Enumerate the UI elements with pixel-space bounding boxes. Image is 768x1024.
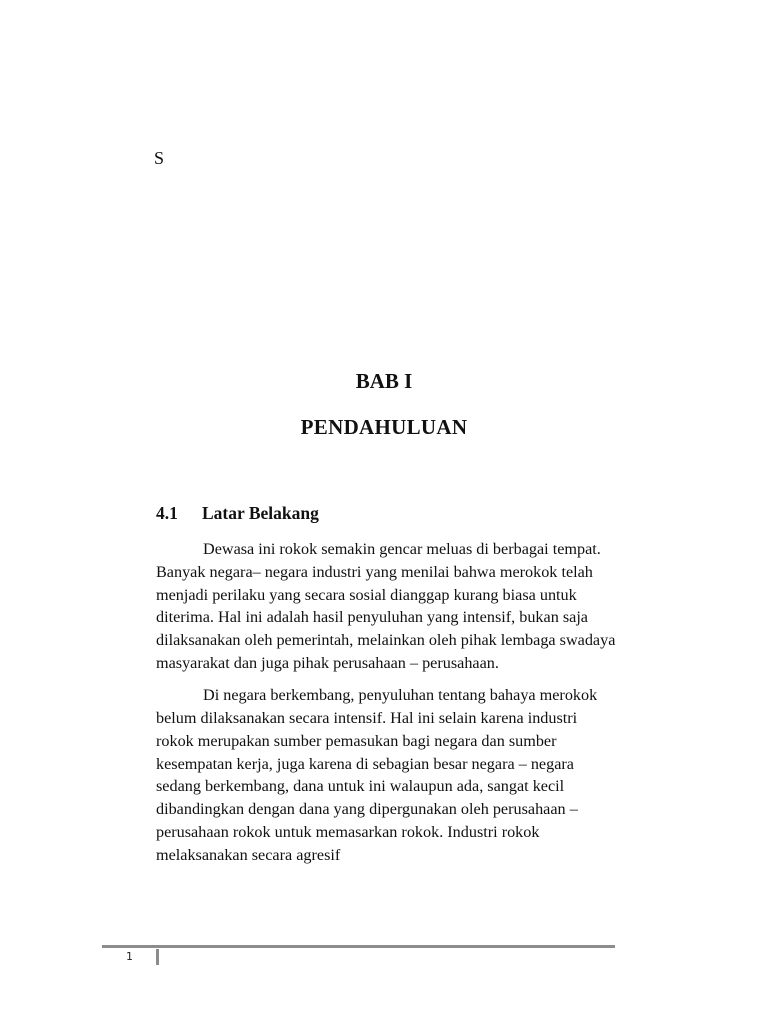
stray-letter: S	[154, 148, 165, 168]
footer-rule	[102, 945, 615, 948]
page-number: 1	[126, 950, 133, 963]
paragraph: Dewasa ini rokok semakin gencar meluas di berbagai tempat. Banyak negara– negara industri yang menilai bahwa merokok telah menjadi perilaku yang secara sosial dianggap kurang biasa untuk diterima. Hal ini adalah hasil penyuluhan yang intensif, bukan saja dilaksanakan oleh pemerintah, melainkan oleh pihak lembaga swadaya masyarakat dan juga pihak perusahaan – perusahaan.	[156, 540, 616, 672]
chapter-number: BAB I	[355, 369, 413, 393]
paragraph: Di negara berkembang, penyuluhan tentang bahaya merokok belum dilaksanakan secara intensif. Hal ini selain karena industri rokok merupakan sumber pemasukan bagi negara dan sumber kesempatan kerja, juga karena di sebagian besar negara – negara sedang berkembang, dana untuk ini walaupun ada, sangat kecil dibandingkan dengan dana yang dipergunakan oleh perusahaan – perusahaan rokok untuk memasarkan rokok. Industri rokok melaksanakan secara agresif	[156, 686, 598, 864]
section-title: Latar Belakang	[202, 503, 319, 523]
chapter-title: PENDAHULUAN	[300, 415, 468, 439]
section-heading	[156, 503, 319, 524]
body-text	[156, 538, 618, 876]
section-number: 4.1	[156, 503, 178, 523]
page-number-divider	[156, 949, 159, 965]
